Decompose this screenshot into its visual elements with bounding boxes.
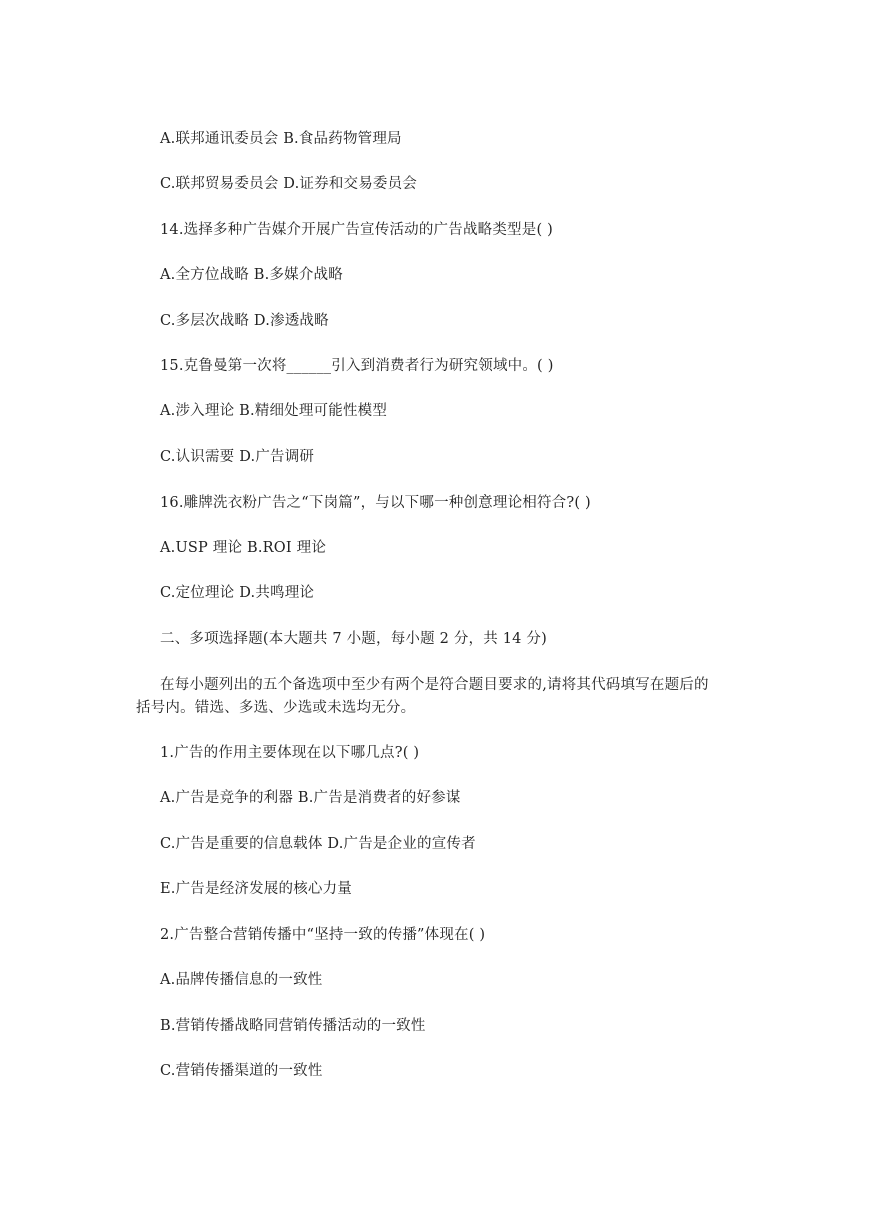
option-line-mc1-cd: C.广告是重要的信息载体 D.广告是企业的宣传者 xyxy=(160,836,476,852)
question-16: 16.雕牌洗衣粉广告之“下岗篇”，与以下哪一种创意理论相符合?( ) xyxy=(160,495,591,511)
option-line-14-ab: A.全方位战略 B.多媒介战略 xyxy=(160,267,343,283)
option-line-mc2-c: C.营销传播渠道的一致性 xyxy=(160,1063,323,1079)
option-line-15-ab: A.涉入理论 B.精细处理可能性模型 xyxy=(160,403,388,419)
question-mc-1: 1.广告的作用主要体现在以下哪几点?( ) xyxy=(160,745,420,761)
option-line-13-ab: A.联邦通讯委员会 B.食品药物管理局 xyxy=(160,131,402,147)
option-line-mc1-ab: A.广告是竞争的利器 B.广告是消费者的好参谋 xyxy=(160,790,461,806)
option-line-mc2-b: B.营销传播战略同营销传播活动的一致性 xyxy=(160,1018,426,1034)
question-14: 14.选择多种广告媒介开展广告宣传活动的广告战略类型是( ) xyxy=(160,222,553,238)
section-heading-multiple-choice: 二、多项选择题(本大题共 7 小题，每小题 2 分，共 14 分) xyxy=(160,631,547,647)
option-line-13-cd: C.联邦贸易委员会 D.证券和交易委员会 xyxy=(160,176,418,192)
option-line-mc1-e: E.广告是经济发展的核心力量 xyxy=(160,881,352,897)
option-line-mc2-a: A.品牌传播信息的一致性 xyxy=(160,972,323,988)
option-line-16-ab: A.USP 理论 B.ROI 理论 xyxy=(160,540,327,556)
question-mc-2: 2.广告整合营销传播中“坚持一致的传播”体现在( ) xyxy=(160,927,486,943)
question-15: 15.克鲁曼第一次将______引入到消费者行为研究领域中。( ) xyxy=(160,358,554,374)
option-line-15-cd: C.认识需要 D.广告调研 xyxy=(160,449,315,465)
section-instruction-line2: 括号内。错选、多选、少选或未选均无分。 xyxy=(136,700,416,716)
section-instruction-line1: 在每小题列出的五个备选项中至少有两个是符合题目要求的,请将其代码填写在题后的 xyxy=(160,677,709,693)
option-line-16-cd: C.定位理论 D.共鸣理论 xyxy=(160,585,315,601)
option-line-14-cd: C.多层次战略 D.渗透战略 xyxy=(160,313,329,329)
